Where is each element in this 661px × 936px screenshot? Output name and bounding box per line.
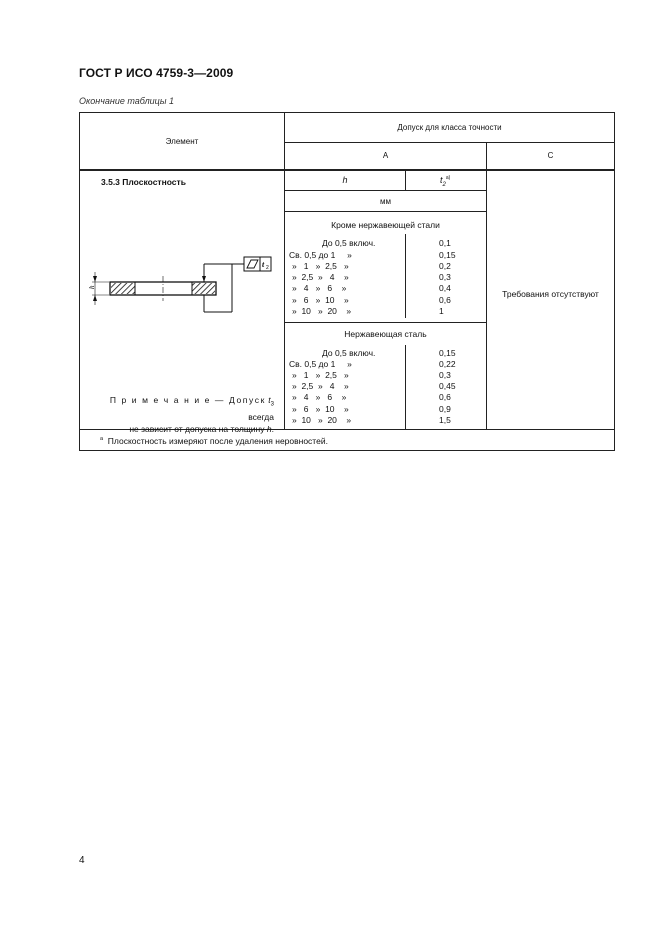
group1-range: » 6 » 10 » (292, 295, 349, 305)
group1-range: » 2,5 » 4 » (292, 272, 349, 282)
col-h-label: h (342, 175, 348, 185)
frame-t-symbol: t (262, 260, 265, 269)
header-class-a: A (382, 151, 389, 160)
footnote-text: Плоскостность измеряют после удаления неровностей. (107, 436, 328, 446)
group1-range: До 0,5 включ. (322, 238, 376, 248)
note-line2-text: не зависит от допуска на толщину (129, 423, 265, 434)
table-note (84, 394, 274, 435)
note-lead: П р и м е ч а н и е — Допуск (109, 395, 266, 405)
group2-range: » 6 » 10 » (292, 404, 349, 414)
section-hatch-left (111, 283, 135, 294)
leader-arrow (202, 276, 206, 282)
note-sub: 3 (270, 401, 274, 408)
header-divider (284, 142, 615, 143)
section-hatch-right (192, 283, 215, 294)
row-name: 3.5.3 Плоскостность (101, 177, 186, 187)
group2-range: » 4 » 6 » (292, 392, 347, 402)
footnote (100, 436, 328, 446)
col-t2-sub: 2 (442, 181, 446, 188)
group2-range: » 10 » 20 » (292, 415, 352, 425)
col-t2-label (440, 175, 450, 188)
group2-value: 0,45 (439, 381, 456, 391)
class-c-requirement: Требования отсутствуют (502, 289, 599, 299)
subheader-divider (284, 190, 487, 191)
group1-range: » 4 » 6 » (292, 283, 347, 293)
group1-value-divider (405, 234, 406, 318)
note-h-symbol: h (266, 423, 272, 434)
dim-h-symbol: h (88, 285, 96, 289)
class-column-border (486, 142, 487, 430)
group2-value: 0,15 (439, 348, 456, 358)
group1-range: » 10 » 20 » (292, 306, 352, 316)
group2-title: Нержавеющая сталь (344, 329, 427, 339)
group2-value: 0,3 (439, 370, 451, 380)
group1-range: » 1 » 2,5 » (292, 261, 349, 271)
group2-value: 0,9 (439, 404, 451, 414)
group1-value: 0,1 (439, 238, 451, 248)
group-divider (284, 322, 487, 323)
group1-value: 0,3 (439, 272, 451, 282)
frame-t-sub: 2 (266, 265, 269, 271)
table-left-border (79, 112, 80, 451)
group1-value: 0,6 (439, 295, 451, 305)
dim-arrow-top (93, 276, 97, 282)
note-tail: всегда (248, 411, 274, 422)
group2-value-divider (405, 345, 406, 429)
table-bottom-border (79, 450, 615, 451)
table-caption: Окончание таблицы 1 (79, 96, 174, 106)
group2-range: До 0,5 включ. (322, 348, 376, 358)
document-title: ГОСТ Р ИСО 4759-3—2009 (79, 66, 234, 80)
note-symbol: t (268, 395, 271, 405)
group2-range: Св. 0,5 до 1 » (289, 359, 352, 369)
note-line-2: не зависит от допуска на толщину h. (129, 423, 274, 434)
group1-value: 0,2 (439, 261, 451, 271)
group1-range: Св. 0,5 до 1 » (289, 250, 352, 260)
group2-range: » 2,5 » 4 » (292, 381, 349, 391)
group2-value: 0,6 (439, 392, 451, 402)
group2-range: » 1 » 2,5 » (292, 370, 349, 380)
table-top-border (79, 112, 615, 113)
group1-value: 1 (439, 306, 444, 316)
unit-label: мм (380, 197, 391, 206)
col-t2-base: t (440, 175, 443, 185)
page-number: 4 (79, 855, 85, 866)
header-element: Элемент (165, 137, 199, 146)
group2-value: 1,5 (439, 415, 451, 425)
flatness-frame-symbol-cell (244, 257, 260, 271)
dim-arrow-bottom (93, 295, 97, 301)
table-right-border (614, 112, 615, 451)
col-t2-sup: a) (445, 175, 451, 181)
header-bottom-border (79, 169, 615, 171)
header-tolerance-group: Допуск для класса точности (397, 123, 502, 132)
h-t-divider (405, 169, 406, 190)
footnote-mark: a (100, 436, 104, 443)
group1-value: 0,15 (439, 250, 456, 260)
header-class-c: C (547, 151, 554, 160)
group1-title: Кроме нержавеющей стали (331, 220, 440, 230)
note-line-1 (84, 394, 274, 423)
group2-value: 0,22 (439, 359, 456, 369)
unit-divider (284, 211, 487, 212)
flatness-drawing (82, 248, 272, 320)
group1-value: 0,4 (439, 283, 451, 293)
